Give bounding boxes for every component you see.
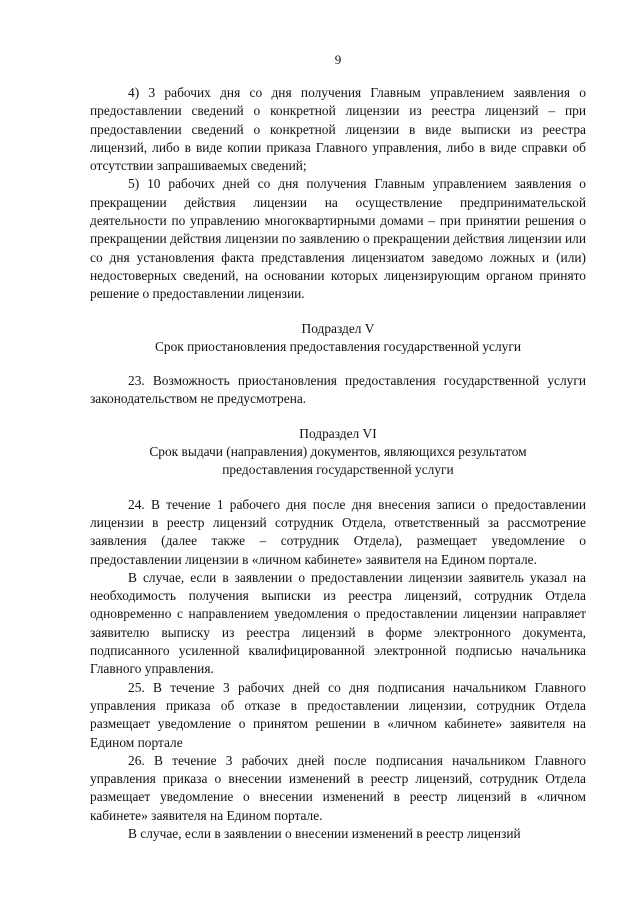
subsection-v-title: Срок приостановления предоставления государственной услуги [154,338,522,354]
subsection-vi-label: Подраздел VI [299,425,377,441]
subsection-vi-title-line1: Срок выдачи (направления) документов, являющихся результатом [149,444,527,460]
paragraph-item-4: 4) 3 рабочих дня со дня получения Главным управлением заявления о предоставлении сведений о конкретной лицензии из реестра лицензий – при предоставлении сведений о конкретной лицензии в виде выписки из реестра лицензий, либо в виде копии приказа Главного управления, либо в виде справки об отсутствии запрашиваемых сведений; [90,85,586,174]
paragraph-23: 23. Возможность приостановления предоставления государственной услуги законодательством не предусмотрена. [90,373,586,407]
paragraph-26: 26. В течение 3 рабочих дней после подписания начальником Главного управления приказа о внесении изменений в реестр лицензий, сотрудник Отдела размещает уведомление о внесении изменений в реестр лицензий в «личном кабинете» заявителя на Едином портале. [90,752,586,823]
subsection-vi-title-line2: предоставления государственной услуги [222,462,454,478]
paragraph-24-extract: В случае, если в заявлении о предоставлении лицензии заявитель указал на необходимость получения выписки из реестра лицензий, сотрудник Отдела одновременно с направлением уведомления о предоставлении лицензии направляет заявителю выписку из реестра лицензий в форме электронного документа, подписанного усиленной квалифицированной электронной подписью начальника Главного управления. [90,569,586,677]
paragraph-26-continued: В случае, если в заявлении о внесении изменений в реестр лицензий [128,825,521,841]
page-number: 9 [334,52,342,67]
paragraph-24: 24. В течение 1 рабочего дня после дня внесения записи о предоставлении лицензии в реестр лицензий сотрудник Отдела, ответственный за рассмотрение заявления (далее также – сотрудник Отдела), размещает уведомление о предоставлении лицензии в «личном кабинете» заявителя на Едином портале. [90,496,586,567]
paragraph-25: 25. В течение 3 рабочих дней со дня подписания начальником Главного управления приказа об отказе в предоставлении лицензии, сотрудник Отдела размещает уведомление о принятом решении в «личном кабинете» заявителя на Едином портале [90,679,586,750]
subsection-v-label: Подраздел V [301,320,375,336]
paragraph-item-5: 5) 10 рабочих дней со дня получения Главным управлением заявления о прекращении действия лицензии на осуществление предпринимательской деятельности по управлению многоквартирными домами – при принятии решения о прекращении действия лицензии по заявлению о прекращении действия лицензии или со дня установления факта представления лицензиатом заведомо ложных и (или) недостоверных сведений, на основании которых лицензирующим органом принято решение о предоставлении лицензии. [90,176,586,302]
